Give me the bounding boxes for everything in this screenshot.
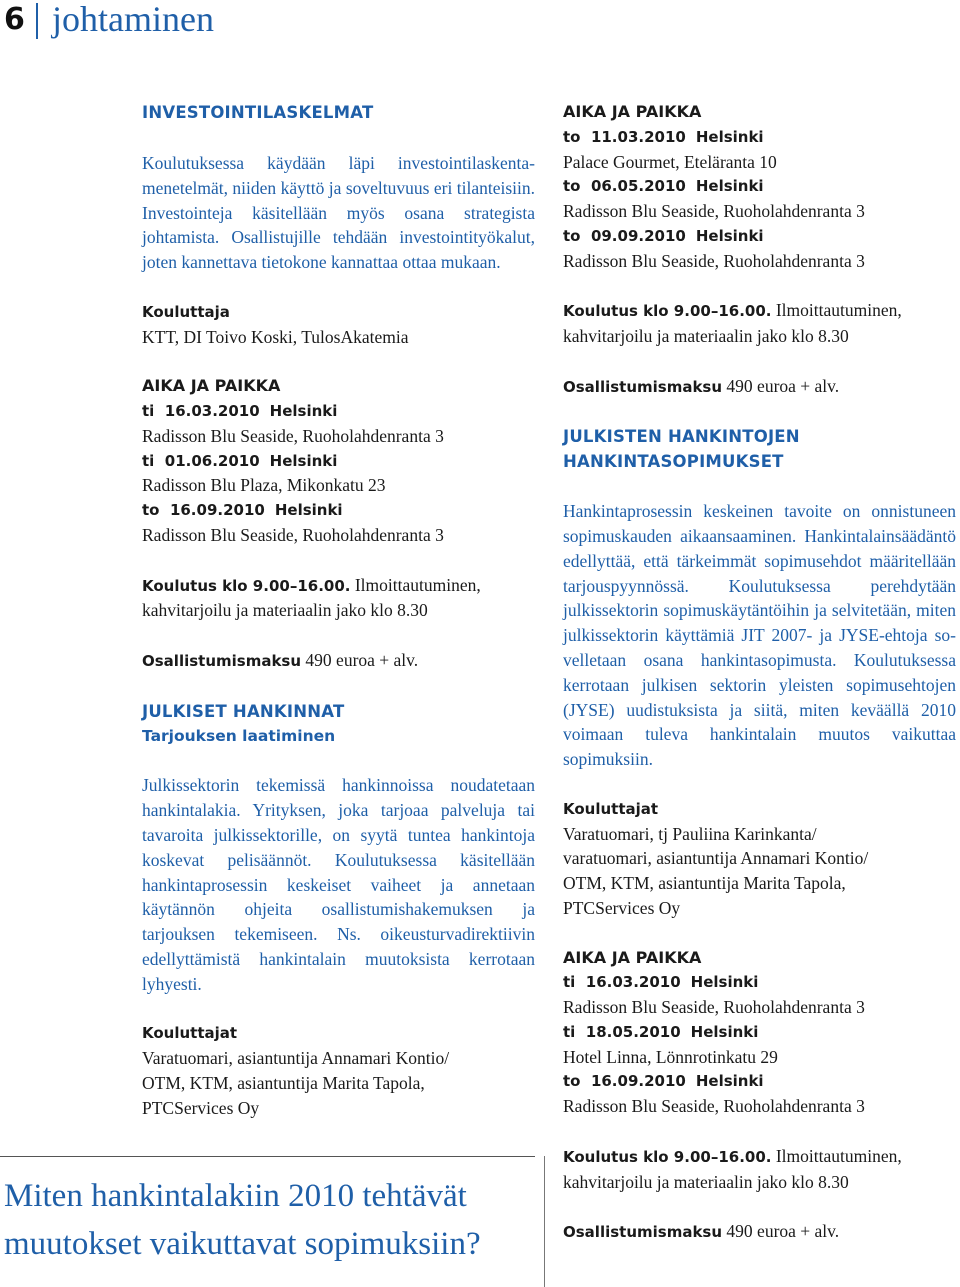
course-heading-julkiset-hankinnat: JULKISET HANKINNAT [142,701,345,721]
session-venue: Hotel Linna, Lönnrotinkatu 29 [563,1046,778,1067]
session-venue: Radisson Blu Seaside, Ruoholahdenranta 3 [563,997,865,1018]
trainer-label: Kouluttaja [142,302,230,321]
schedule: Koulutus klo 9.00–16.00. Ilmoittautuminen, [563,1145,902,1166]
time-place-heading: AIKA JA PAIKKA [563,947,702,967]
trainer-name: KTT, DI Toivo Koski, TulosAkatemia [142,326,409,347]
trainer-line: Varatuomari, asiantuntija Annamari Kontio/ [142,1048,450,1069]
right-column [563,100,956,1245]
section-title: johtaminen [52,0,214,39]
left-column [142,100,535,1120]
course-description: Hankintaprosessin keskeinen tavoite on onnistuneen sopimuskauden aikaansaaminen. Hankintalainsäädäntö edellyttää, että tärkeimmät sopimusehdot määritellään tarjouspyynnössä. Koulutuksessa perehdytään julkissektorin sopimuskäytäntöihin ja selvitetään, miten julkissektorin käyttämiä JIT 2007- ja JYSE-ehtoja sovelletaan osana hankintasopimusta. Koulutuksessa kerrotaan julkisen sektorin yleisten sopimusehtojen (JYSE) uudistuksista ja siitä, miten keväällä 2010 voimaan tuleva hankintalain muutos vaikuttaa sopimuksiin. [563,501,956,770]
session-venue: Radisson Blu Seaside, Ruoholahdenranta 3 [142,425,444,446]
session-date: to 09.09.2010 Helsinki [563,226,764,245]
trainer-line: OTM, KTM, asiantuntija Marita Tapola, [142,1072,425,1093]
schedule: Koulutus klo 9.00–16.00. Ilmoittautuminen, [563,300,902,321]
session-date: ti 16.03.2010 Helsinki [563,973,759,992]
fee: Osallistumismaksu 490 euroa + alv. [142,649,419,670]
course-description: Julkissektorin tekemissä hankinnoissa noudatetaan hankintalakia. Yrityksen, joka tarjoaa palveluja tai tavaroita julkissektorille, on syytä tuntea hankintoja koskevat pelisäännöt. Koulutuksessa käsitellään hankintaprosessin keskeiset vaiheet ja annetaan käytännön ohjeita osallistumishakemuksen ja tarjouksen tekemiseen. Ns. oikeusturvadirektiivin edellyttämistä hankintalain muutoksista kerrotaan lyhyesti. [142,775,535,994]
course-description: Koulutuksessa käydään läpi investointilaskentamenetelmät, niiden käyttö ja soveltuvuus eri tilanteisiin. Investointeja käsitellään myös osana strategista johtamista. Osallistujille tehdään investointityökalut, joten kannettava tietokone kannattaa ottaa mukaan. [142,153,535,273]
session-date: ti 16.03.2010 Helsinki [142,401,338,420]
time-place-heading: AIKA JA PAIKKA [142,376,281,396]
time-place-heading: AIKA JA PAIKKA [563,102,702,121]
box-vertical-rule [544,1156,545,1287]
session-venue: Radisson Blu Seaside, Ruoholahdenranta 3 [563,1096,865,1117]
course-heading-line1: JULKISTEN HANKINTOJEN [563,427,800,447]
fee: Osallistumismaksu 490 euroa + alv. [563,375,840,396]
schedule: Koulutus klo 9.00–16.00. Ilmoittautuminen, [142,574,481,595]
trainer-line: Varatuomari, tj Pauliina Karinkanta/ [563,823,817,844]
trainers-label: Kouluttajat [563,799,659,818]
course-subheading: Tarjouksen laatiminen [142,726,336,745]
schedule-line2: kahvitarjoilu ja materiaalin jako klo 8.30 [142,600,428,621]
header-divider [36,3,38,39]
session-venue: Radisson Blu Seaside, Ruoholahdenranta 3 [142,524,444,545]
trainer-line: PTCServices Oy [142,1097,260,1118]
box-divider [0,1156,535,1157]
session-date: to 16.09.2010 Helsinki [142,501,343,520]
trainer-line: varatuomari, asiantuntija Annamari Kontio/ [563,848,869,869]
trainer-line: PTCServices Oy [563,897,681,918]
course-heading-investointilaskelmat: INVESTOINTILASKELMAT [142,103,374,122]
session-venue: Radisson Blu Seaside, Ruoholahdenranta 3 [563,201,865,222]
session-date: to 11.03.2010 Helsinki [563,127,764,146]
session-date: ti 18.05.2010 Helsinki [563,1022,759,1041]
schedule-line2: kahvitarjoilu ja materiaalin jako klo 8.30 [563,1171,849,1192]
course-heading-line2: HANKINTASOPIMUKSET [563,452,784,472]
box-title: Miten hankintalakiin 2010 tehtävät muutokset vaikuttavat sopimuksiin? [4,1178,481,1262]
session-venue: Radisson Blu Seaside, Ruoholahdenranta 3 [563,250,865,271]
session-venue: Radisson Blu Plaza, Mikonkatu 23 [142,475,386,496]
session-date: ti 01.06.2010 Helsinki [142,451,338,470]
session-date: to 16.09.2010 Helsinki [563,1072,764,1091]
schedule-line2: kahvitarjoilu ja materiaalin jako klo 8.30 [563,326,849,347]
fee: Osallistumismaksu 490 euroa + alv. [563,1221,840,1242]
page-number: 6 [4,2,25,37]
trainer-line: OTM, KTM, asiantuntija Marita Tapola, [563,873,846,894]
session-venue: Palace Gourmet, Eteläranta 10 [563,151,777,172]
session-date: to 06.05.2010 Helsinki [563,177,764,196]
trainers-label: Kouluttajat [142,1024,238,1043]
